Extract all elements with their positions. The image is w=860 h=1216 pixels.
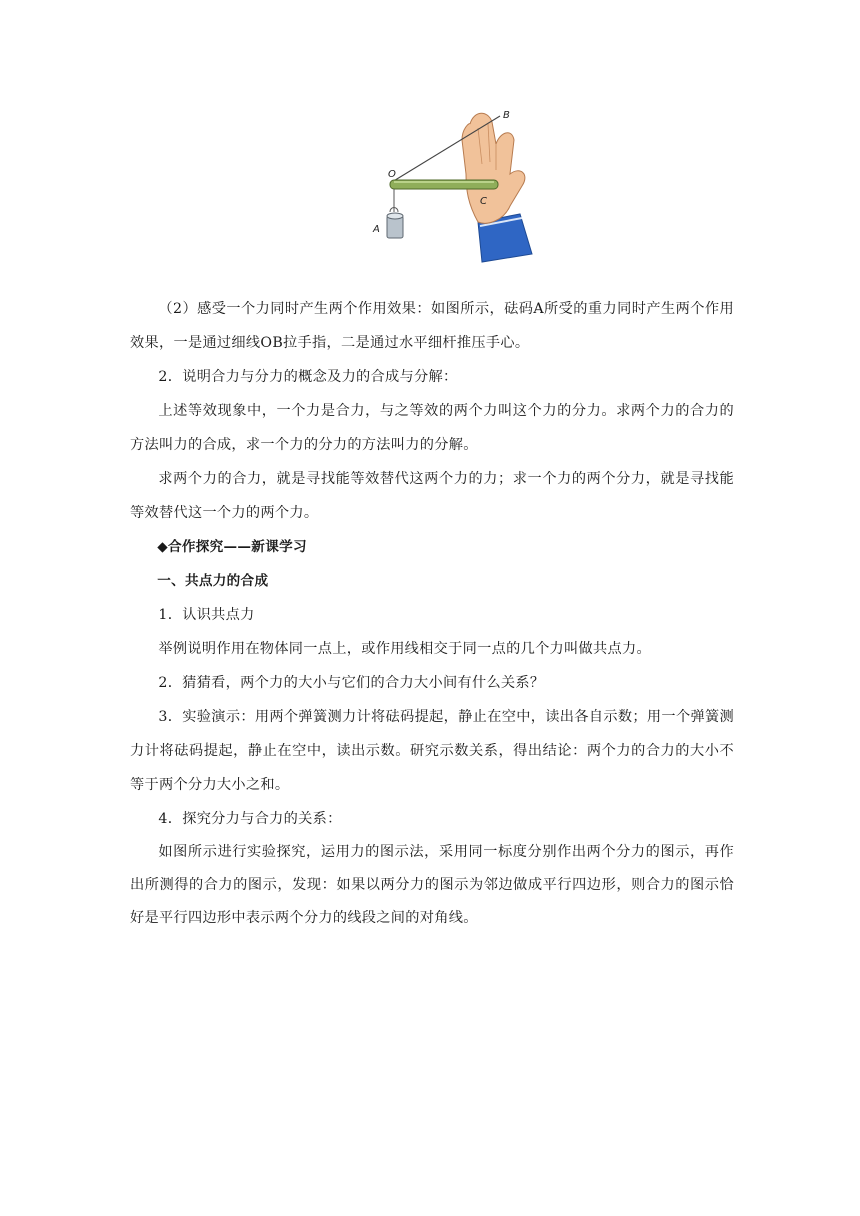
paragraph-parallelogram: 如图所示进行实验探究，运用力的图示法，采用同一标度分别作出两个分力的图示，再作出所测得的合力的图示，发现：如果以两分力的图示为邻边做成平行四边形，则合力的图示恰好是平行四边形中表示两个分力的线段之间的对角线。 (130, 844, 734, 926)
paragraph-concept-heading: 2．说明合力与分力的概念及力的合成与分解： (158, 369, 458, 385)
label-b: B (503, 110, 510, 121)
paragraph-item-4: 4．探究分力与合力的关系： (158, 811, 342, 827)
section-heading-concurrent-forces: 一、共点力的合成 (157, 573, 269, 589)
paragraph-item-3: 3．实验演示：用两个弹簧测力计将砝码提起，静止在空中，读出各自示数；用一个弹簧测力计将砝码提起，静止在空中，读出示数。研究示数关系，得出结论：两个力的合力的大小不等于两个分力大小之和。 (130, 709, 734, 793)
paragraph-item-2: 2．猜猜看，两个力的大小与它们的合力大小间有什么关系？ (158, 675, 545, 691)
paragraph-force-effects: （2）感受一个力同时产生两个作用效果：如图所示，砝码A所受的重力同时产生两个作用效果，一是通过细线OB拉手指，二是通过水平细杆推压手心。 (130, 301, 734, 351)
label-a: A (373, 224, 380, 235)
document-body (130, 292, 734, 935)
paragraph-concurrent-definition: 举例说明作用在物体同一点上，或作用线相交于同一点的几个力叫做共点力。 (158, 641, 651, 657)
paragraph-resultant-definition: 上述等效现象中，一个力是合力，与之等效的两个力叫这个力的分力。求两个力的合力的方法叫力的合成，求一个力的分力的方法叫力的分解。 (130, 403, 734, 453)
hand-rod-weight-figure (370, 104, 550, 264)
label-o: O (388, 169, 396, 180)
paragraph-item-1: 1．认识共点力 (158, 607, 255, 623)
hand-shape (462, 113, 525, 223)
label-c: C (480, 196, 487, 207)
paragraph-equivalent-replacement: 求两个力的合力，就是寻找能等效替代这两个力的力；求一个力的两个分力，就是寻找能等效替代这一个力的两个力。 (130, 471, 734, 521)
section-heading-cooperative-inquiry: ◆合作探究——新课学习 (157, 539, 307, 555)
force-decomposition-illustration (370, 104, 550, 264)
